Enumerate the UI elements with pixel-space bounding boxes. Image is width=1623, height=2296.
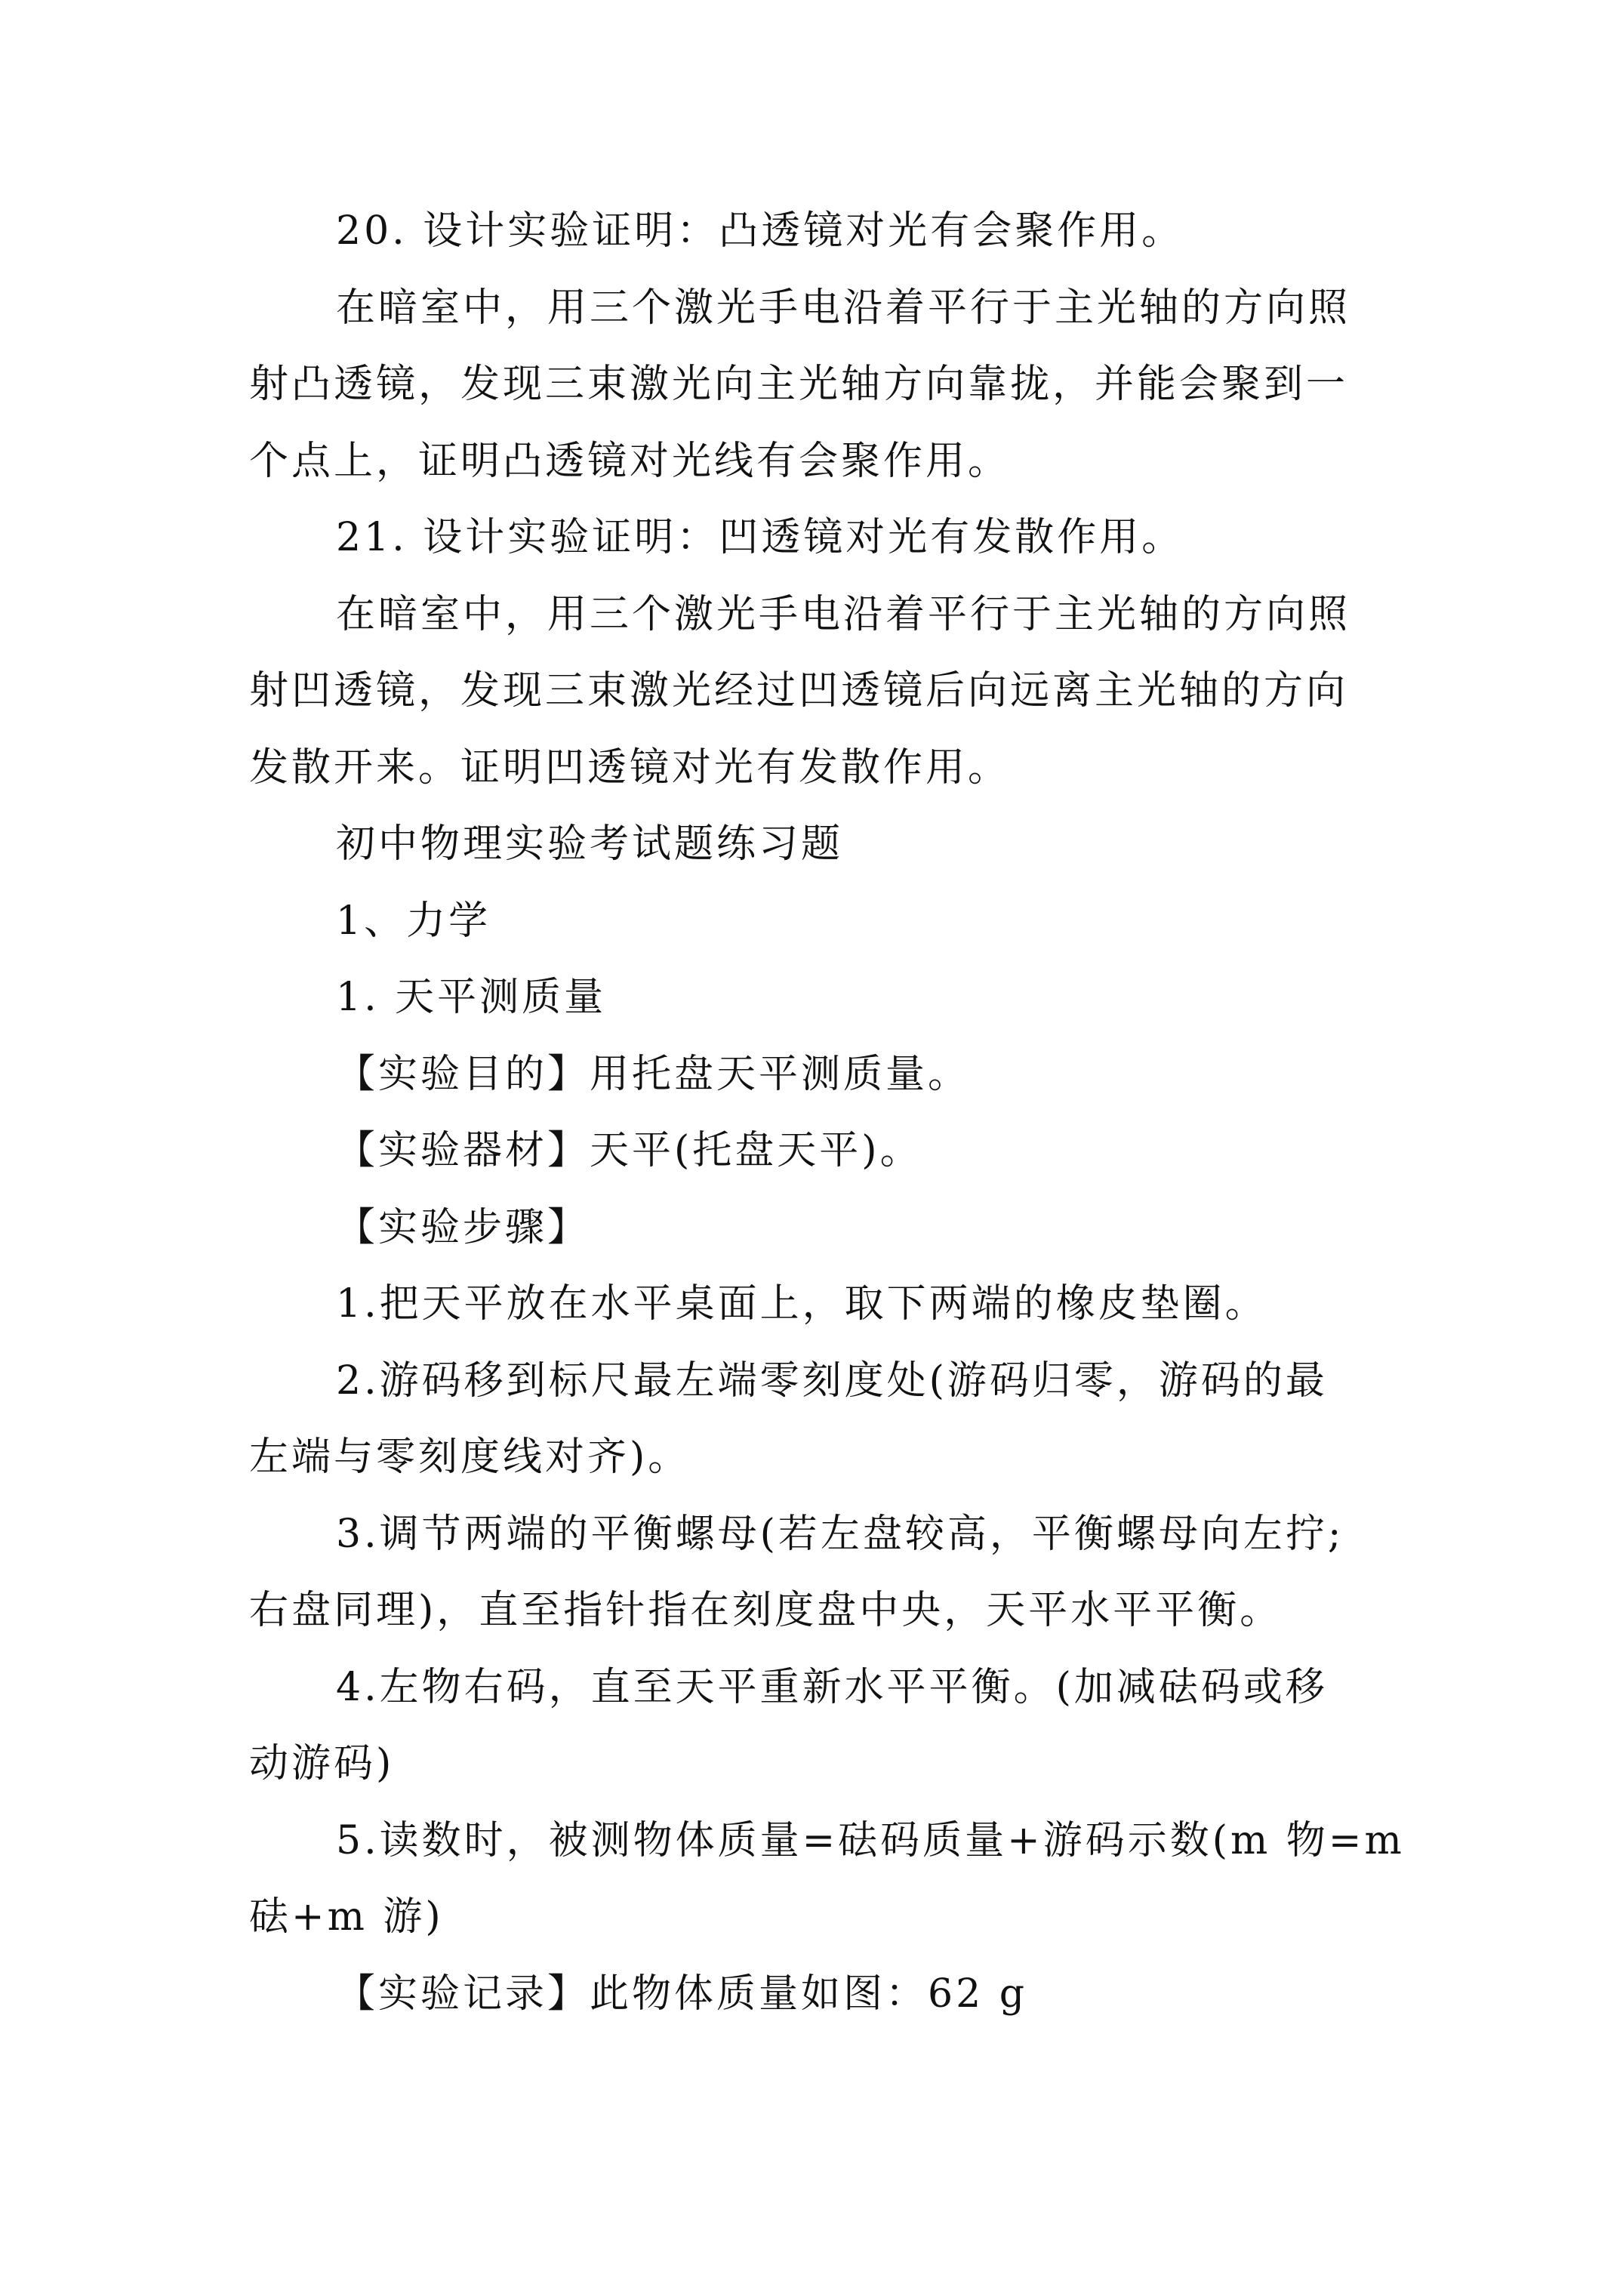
category-heading: 1、力学 bbox=[336, 898, 491, 944]
experiment-purpose: 【实验目的】用托盘天平测质量。 bbox=[336, 1051, 971, 1097]
question-20-answer-line-2: 射凸透镜，发现三束激光向主光轴方向靠拢，并能会聚到一 bbox=[249, 362, 1349, 407]
experiment-equipment: 【实验器材】天平(托盘天平)。 bbox=[336, 1128, 922, 1173]
experiment-record: 【实验记录】此物体质量如图：62 g bbox=[336, 1971, 1027, 2017]
step-2-line-2: 左端与零刻度线对齐)。 bbox=[249, 1435, 691, 1480]
step-4-line-1: 4.左物右码，直至天平重新水平平衡。(加减砝码或移 bbox=[336, 1664, 1328, 1710]
question-21-answer-line-2: 射凹透镜，发现三束激光经过凹透镜后向远离主光轴的方向 bbox=[249, 668, 1349, 713]
step-3-line-1: 3.调节两端的平衡螺母(若左盘较高，平衡螺母向左拧; bbox=[336, 1511, 1344, 1557]
step-3-line-2: 右盘同理)，直至指针指在刻度盘中央，天平水平平衡。 bbox=[249, 1588, 1283, 1633]
question-20-title: 20. 设计实验证明：凸透镜对光有会聚作用。 bbox=[336, 208, 1184, 254]
step-5-line-2: 砝+m 游) bbox=[249, 1894, 444, 1940]
step-5-line-1: 5.读数时，被测物体质量=砝码质量+游码示数(m 物=m bbox=[336, 1817, 1405, 1863]
steps-heading: 【实验步骤】 bbox=[336, 1204, 590, 1250]
step-1: 1.把天平放在水平桌面上，取下两端的橡皮垫圈。 bbox=[336, 1281, 1267, 1327]
step-2-line-1: 2.游码移到标尺最左端零刻度处(游码归零，游码的最 bbox=[336, 1358, 1328, 1404]
section-title: 初中物理实验考试题练习题 bbox=[336, 821, 844, 867]
document-body bbox=[249, 193, 1405, 2032]
experiment-title: 1. 天平测质量 bbox=[336, 975, 607, 1020]
question-21-answer-line-1: 在暗室中，用三个激光手电沿着平行于主光轴的方向照 bbox=[336, 591, 1351, 637]
question-20-answer-line-3: 个点上，证明凸透镜对光线有会聚作用。 bbox=[249, 438, 1011, 484]
step-4-line-2: 动游码) bbox=[249, 1741, 395, 1786]
question-21-answer-line-3: 发散开来。证明凹透镜对光有发散作用。 bbox=[249, 744, 1011, 791]
question-20-answer-line-1: 在暗室中，用三个激光手电沿着平行于主光轴的方向照 bbox=[336, 285, 1351, 331]
question-21-title: 21. 设计实验证明：凹透镜对光有发散作用。 bbox=[336, 515, 1184, 560]
